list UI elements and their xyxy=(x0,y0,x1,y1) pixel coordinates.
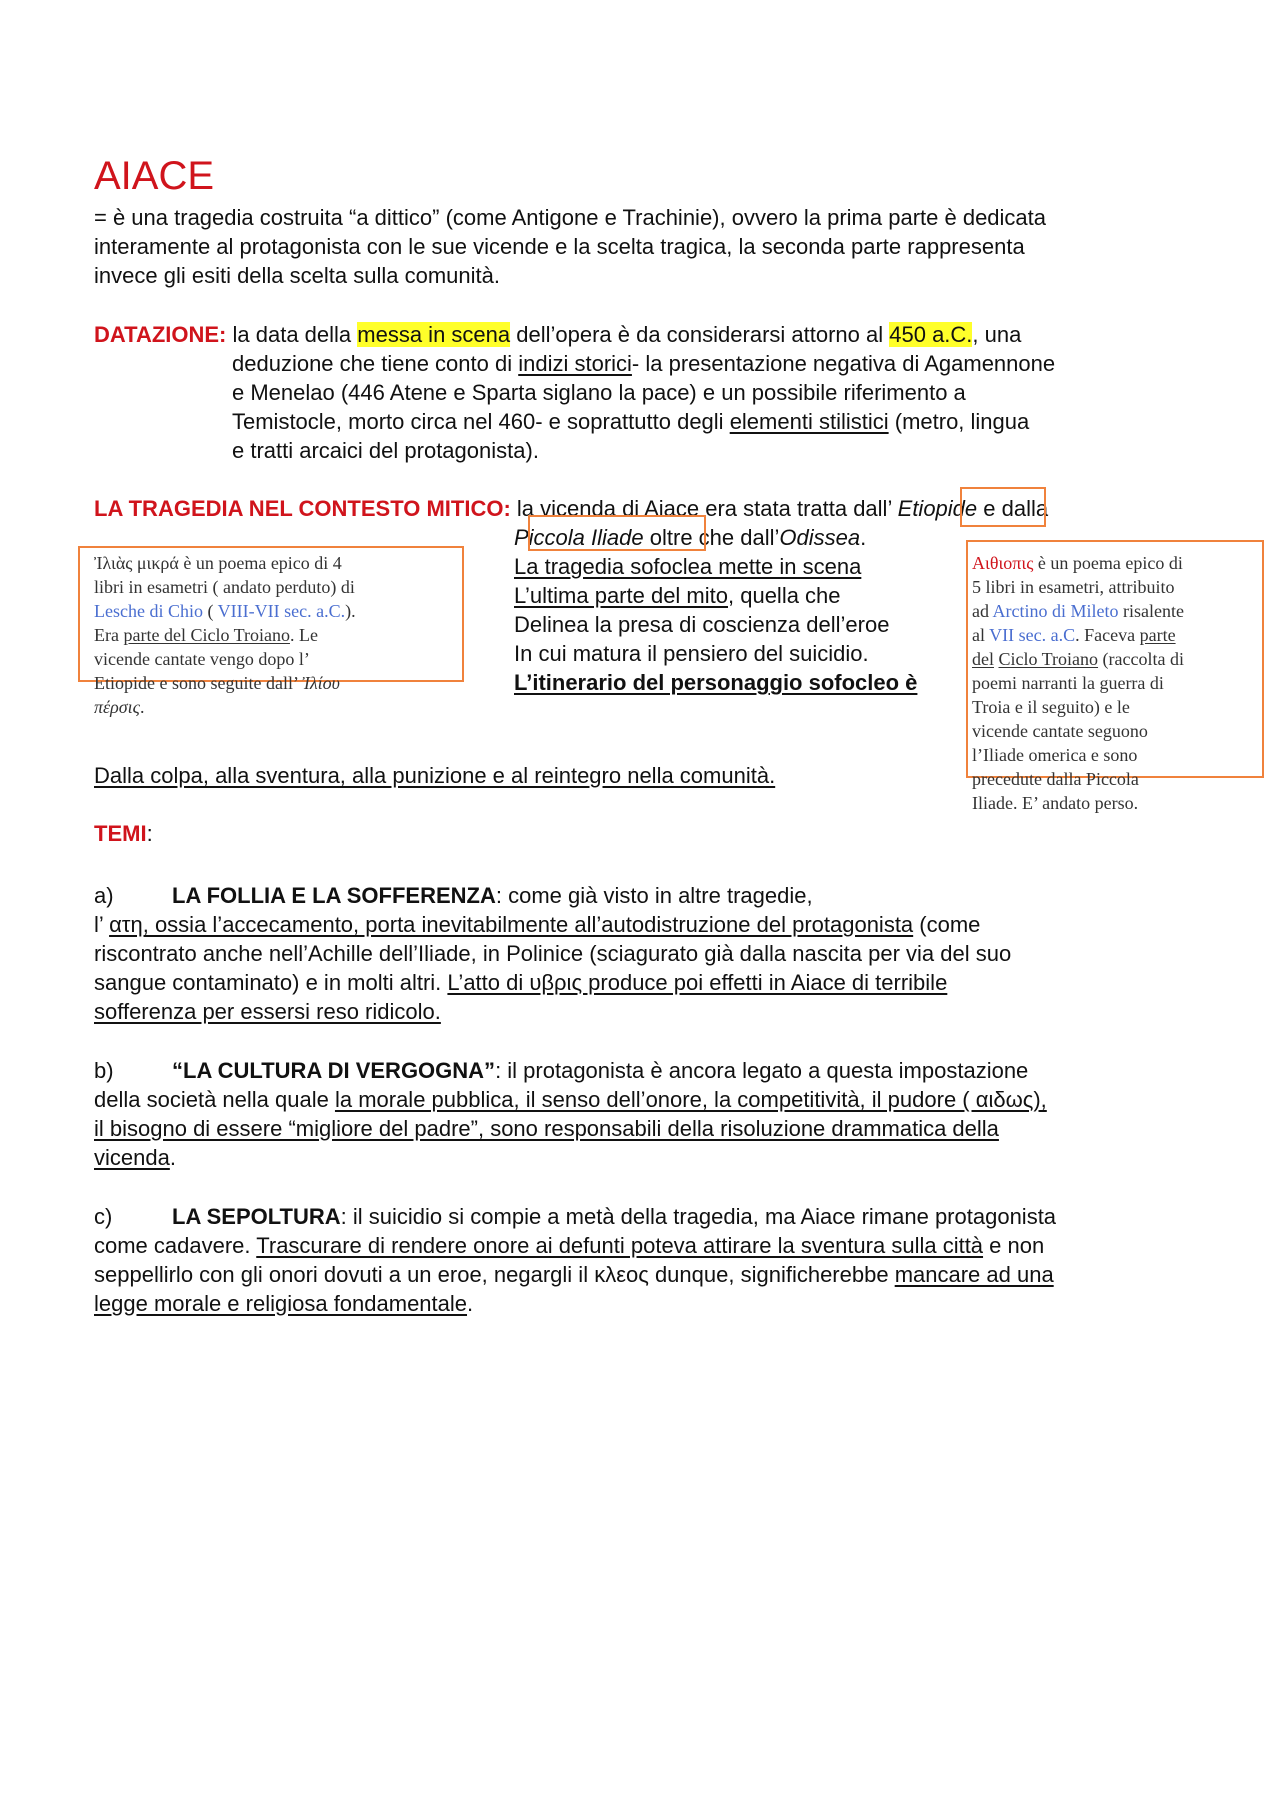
text-span: dell’opera è da considerarsi attorno al xyxy=(510,322,890,347)
temi-heading xyxy=(94,819,153,848)
contesto-line-7: L’itinerario del personaggio sofocleo è xyxy=(514,670,918,695)
text-span: TEMI xyxy=(94,821,147,846)
text-span: al xyxy=(972,625,990,645)
text-span: c) xyxy=(94,1204,113,1229)
underlined-ultima-parte: L’ultima parte del mito xyxy=(514,583,728,608)
text-span: e non xyxy=(983,1233,1045,1258)
note-right-line-9: l’Iliade omerica e sono xyxy=(972,745,1138,765)
text-span: . Faceva xyxy=(1075,625,1140,645)
text-span: - la presentazione negativa di Agamennone xyxy=(631,351,1056,376)
piccola-iliade-title: Piccola Iliade xyxy=(514,525,644,550)
datazione-label: DATAZIONE: xyxy=(94,322,227,347)
text-span: , una xyxy=(972,322,1022,347)
tema-a-line-1 xyxy=(94,881,813,910)
underlined-indizi-storici: indizi storici xyxy=(518,351,632,376)
datazione-line-1 xyxy=(94,320,1021,349)
text-span: parte xyxy=(1139,625,1176,645)
note-left-line-5: vicende cantate vengo dopo l’ xyxy=(94,649,310,669)
datazione-line-2 xyxy=(232,349,1055,378)
aithiopis-word: Αιθιοπις xyxy=(972,553,1034,573)
text-span: Etiopide e sono seguite dall’ xyxy=(94,673,303,693)
text-span: : xyxy=(146,821,153,846)
contesto-line-5: Delinea la presa di coscienza dell’eroe xyxy=(514,612,890,637)
text-span: Era xyxy=(94,625,124,645)
tema-a-line-5: sofferenza per essersi reso ridicolo. xyxy=(94,999,441,1024)
tema-a-line-3: riscontrato anche nell’Achille dell’Iliade, in Polinice (sciagurato già dalla nascita per via del suo xyxy=(94,941,1012,966)
tema-a-line-4 xyxy=(94,968,947,997)
text-span: Temistocle, morto circa nel 460- e soprattutto degli xyxy=(232,409,730,434)
text-span: . xyxy=(860,525,867,550)
tema-b-heading: “LA CULTURA DI VERGOGNA” xyxy=(172,1058,496,1083)
datazione-line-4 xyxy=(232,407,1029,436)
note-left-line-3 xyxy=(94,599,356,623)
intro-line-3: invece gli esiti della scelta sulla comunità. xyxy=(94,263,500,288)
text-span: (metro, lingua xyxy=(888,409,1030,434)
arctino-link[interactable]: Arctino di Mileto xyxy=(992,601,1119,621)
note-right-line-5 xyxy=(972,647,1184,671)
vii-sec-link[interactable]: VII sec. a.C xyxy=(989,625,1076,645)
text-span: ( xyxy=(202,601,218,621)
note-left-line-1: Ἰλιὰς μικρά è un poema epico di 4 xyxy=(94,553,342,573)
percorso-line: Dalla colpa, alla sventura, alla punizione e al reintegro nella comunità. xyxy=(94,763,776,788)
text-span: . xyxy=(139,697,145,717)
text-span: della società nella quale xyxy=(94,1087,335,1112)
text-span: , quella che xyxy=(728,583,841,608)
tema-a-line-2 xyxy=(94,910,980,939)
text-span: ατη, ossia l’accecamento, porta inevitabilmente all’autodistruzione del protagonista xyxy=(109,912,914,937)
tema-b-line-4 xyxy=(94,1143,176,1172)
note-right-line-11: Iliade. E’ andato perso. xyxy=(972,793,1139,813)
highlight-messa-in-scena: messa in scena xyxy=(357,322,511,347)
etiopide-callout-box xyxy=(960,487,1049,527)
intro-line-2: interamente al protagonista con le sue vicende e la scelta tragica, la seconda parte rappresenta xyxy=(94,234,1025,259)
text-span: ). xyxy=(345,601,356,621)
century-link[interactable]: VIII-VII sec. a.C. xyxy=(217,601,346,621)
tema-c-heading: LA SEPOLTURA xyxy=(172,1204,341,1229)
tema-b-line-1 xyxy=(94,1056,1028,1085)
contesto-line-4 xyxy=(514,581,841,610)
text-span: la vicenda di Aiace era stata tratta dall’ xyxy=(510,496,898,521)
text-span: . xyxy=(169,1145,176,1170)
contesto-label: LA TRAGEDIA NEL CONTESTO MITICO: xyxy=(94,496,511,521)
piccola-iliade-callout-box xyxy=(528,515,706,551)
note-left-line-4 xyxy=(94,623,318,647)
lesche-link[interactable]: Lesche di Chio xyxy=(94,601,203,621)
text-span: L’atto di υβρις produce poi effetti in Aiace di terribile xyxy=(447,970,948,995)
text-span: vicenda xyxy=(94,1145,170,1170)
text-span: a) xyxy=(94,883,114,908)
text-span: . Le xyxy=(289,625,318,645)
tema-c-line-2 xyxy=(94,1231,1044,1260)
text-span: come cadavere. xyxy=(94,1233,257,1258)
odissea-title: Odissea xyxy=(779,525,861,550)
text-span: e dalla xyxy=(977,496,1049,521)
note-left-line-6 xyxy=(94,671,340,695)
datazione-line-3: e Menelao (446 Atene e Sparta siglano la pace) e un possibile riferimento a xyxy=(232,380,966,405)
intro-line-1: = è una tragedia costruita “a dittico” (come Antigone e Trachinie), ovvero la prima parte è dedicata xyxy=(94,205,1047,230)
text-span: : il protagonista è ancora legato a questa impostazione xyxy=(495,1058,1029,1083)
text-span: la data della xyxy=(226,322,358,347)
text-span: : come già visto in altre tragedie, xyxy=(495,883,813,908)
highlight-date: 450 a.C. xyxy=(889,322,973,347)
text-span: oltre che dall’ xyxy=(643,525,780,550)
text-span: l’ xyxy=(94,912,110,937)
text-span: (come xyxy=(913,912,981,937)
note-right-line-7: Troia e il seguito) e le xyxy=(972,697,1130,717)
text-span: Trascurare di rendere onore ai defunti poteva attirare la sventura sulla città xyxy=(256,1233,984,1258)
underlined-elementi-stilistici: elementi stilistici xyxy=(729,409,889,434)
contesto-line-6: In cui matura il pensiero del suicidio. xyxy=(514,641,869,666)
text-span: sangue contaminato) e in molti altri. xyxy=(94,970,448,995)
text-span: . xyxy=(467,1291,474,1316)
tema-a-heading: LA FOLLIA E LA SOFFERENZA xyxy=(172,883,496,908)
tema-c-line-3 xyxy=(94,1260,1054,1289)
text-span: ad xyxy=(972,601,993,621)
note-left-line-2: libri in esametri ( andato perduto) di xyxy=(94,577,355,597)
note-right-line-6: poemi narranti la guerra di xyxy=(972,673,1164,693)
document-title: AIACE xyxy=(94,154,215,198)
tema-b-line-3: il bisogno di essere “migliore del padre”, sono responsabili della risoluzione drammatica della xyxy=(94,1116,999,1141)
note-right-line-8: vicende cantate seguono xyxy=(972,721,1148,741)
text-span: Ἰλίου xyxy=(302,673,340,693)
text-span: πέρσις xyxy=(94,697,140,717)
text-span: : il suicidio si compie a metà della tragedia, ma Aiace rimane protagonista xyxy=(340,1204,1057,1229)
tema-c-line-1 xyxy=(94,1202,1056,1231)
text-span: deduzione che tiene conto di xyxy=(232,351,519,376)
datazione-line-5: e tratti arcaici del protagonista). xyxy=(232,438,539,463)
text-span: del xyxy=(972,649,994,669)
text-span: (raccolta di xyxy=(1098,649,1184,669)
ciclo-troiano-link-right[interactable]: Ciclo Troiano xyxy=(998,649,1099,669)
note-right-line-2: 5 libri in esametri, attribuito xyxy=(972,577,1175,597)
text-span: è un poema epico di xyxy=(1033,553,1183,573)
note-right-line-3 xyxy=(972,599,1184,623)
text-span: la morale pubblica, il senso dell’onore, la competitività, il pudore ( αιδως), xyxy=(334,1087,1047,1112)
text-span: b) xyxy=(94,1058,114,1083)
ciclo-troiano-link[interactable]: parte del Ciclo Troiano xyxy=(123,625,290,645)
note-right-line-10: precedute dalla Piccola xyxy=(972,769,1139,789)
note-right-line-1 xyxy=(972,551,1183,575)
contesto-line-3: La tragedia sofoclea mette in scena xyxy=(514,554,862,579)
tema-b-line-2 xyxy=(94,1085,1047,1114)
text-span: risalente xyxy=(1118,601,1184,621)
text-span: mancare ad una xyxy=(894,1262,1054,1287)
tema-c-line-4 xyxy=(94,1289,473,1318)
note-right-line-4 xyxy=(972,623,1176,647)
note-left-line-7 xyxy=(94,695,144,719)
text-span: seppellirlo con gli onori dovuti a un eroe, negargli il κλεος dunque, significherebbe xyxy=(94,1262,895,1287)
text-span: legge morale e religiosa fondamentale xyxy=(94,1291,468,1316)
etiopide-title: Etiopide xyxy=(897,496,978,521)
